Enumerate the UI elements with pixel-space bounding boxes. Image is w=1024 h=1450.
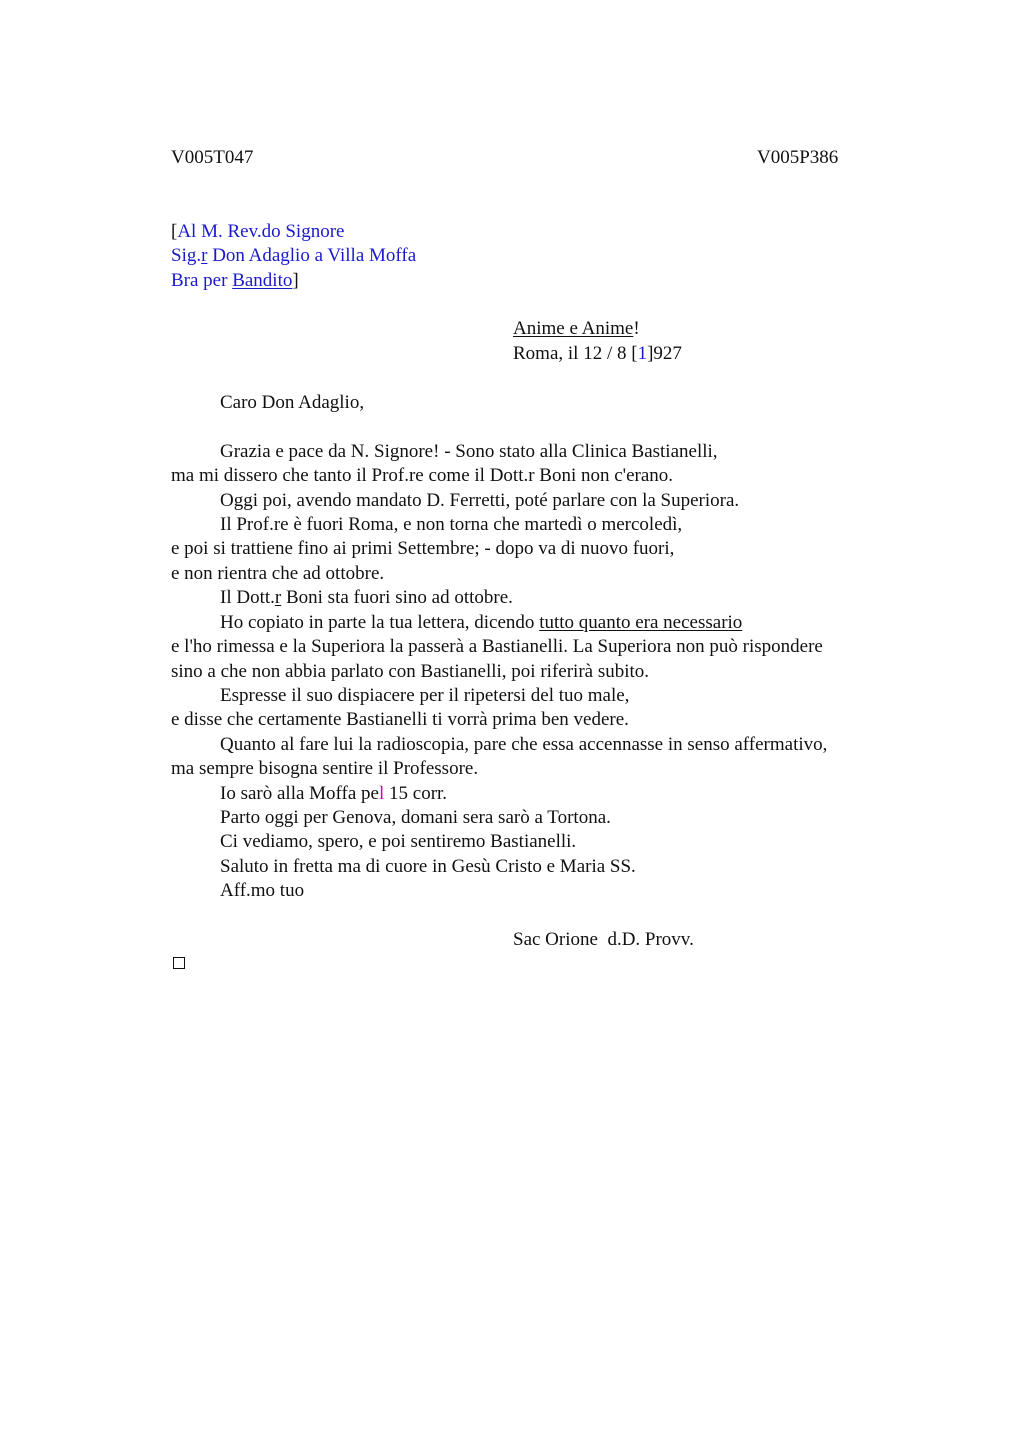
dateline: Roma, il 12 / 8 [1]927 [513,343,682,364]
body-line: Saluto in fretta ma di cuore in Gesù Cristo e Maria SS. [220,856,636,877]
address-line-3: Bra per Bandito] [171,270,299,291]
body-line: Ho copiato in parte la tua lettera, dicendo tutto quanto era necessario [220,612,743,633]
address-bandito: Bandito [232,270,293,291]
body-line: e l'ho rimessa e la Superiora la passerà a Bastianelli. La Superiora non può rispondere [171,636,823,657]
body-line: e poi si trattiene fino ai primi Settembre; - dopo va di nuovo fuori, [171,538,675,559]
body-line: ma mi dissero che tanto il Prof.re come il Dott.r Boni non c'erano. [171,465,674,486]
motto: Anime e Anime! [513,318,640,339]
salutation: Caro Don Adaglio, [220,392,365,413]
closing: Aff.mo tuo [220,880,305,901]
body-line: Io sarò alla Moffa pel 15 corr. [220,783,448,804]
body-line: Il Dott.r Boni sta fuori sino ad ottobre. [220,587,513,608]
body-line: Quanto al fare lui la radioscopia, pare che essa accennasse in senso affermativo, [220,734,828,755]
body-line: e non rientra che ad ottobre. [171,563,385,584]
end-box-icon [173,957,185,969]
body-line: e disse che certamente Bastianelli ti vorrà prima ben vedere. [171,709,629,730]
document-code-right: V005P386 [757,147,839,168]
body-line: Il Prof.re è fuori Roma, e non torna che martedì o mercoledì, [220,514,683,535]
address-recipient-title: Al M. Rev.do Signore [177,221,345,242]
body-line: Parto oggi per Genova, domani sera sarò a Tortona. [220,807,611,828]
document-code-left: V005T047 [171,147,254,168]
body-line: sino a che non abbia parlato con Bastianelli, poi riferirà subito. [171,661,650,682]
address-line-1 [171,220,344,244]
signature: Sac Orione d.D. Provv. [513,929,694,950]
body-line: Ci vediamo, spero, e poi sentiremo Bastianelli. [220,831,577,852]
bracket-open: [ [171,221,178,242]
body-line: Grazia e pace da N. Signore! - Sono stato alla Clinica Bastianelli, [220,441,718,462]
address-line-2: Sig.r Don Adaglio a Villa Moffa [171,245,417,266]
body-line: Espresse il suo dispiacere per il ripetersi del tuo male, [220,685,630,706]
bracket-close: ] [292,270,299,291]
body-line: ma sempre bisogna sentire il Professore. [171,758,479,779]
body-line: Oggi poi, avendo mandato D. Ferretti, poté parlare con la Superiora. [220,490,740,511]
